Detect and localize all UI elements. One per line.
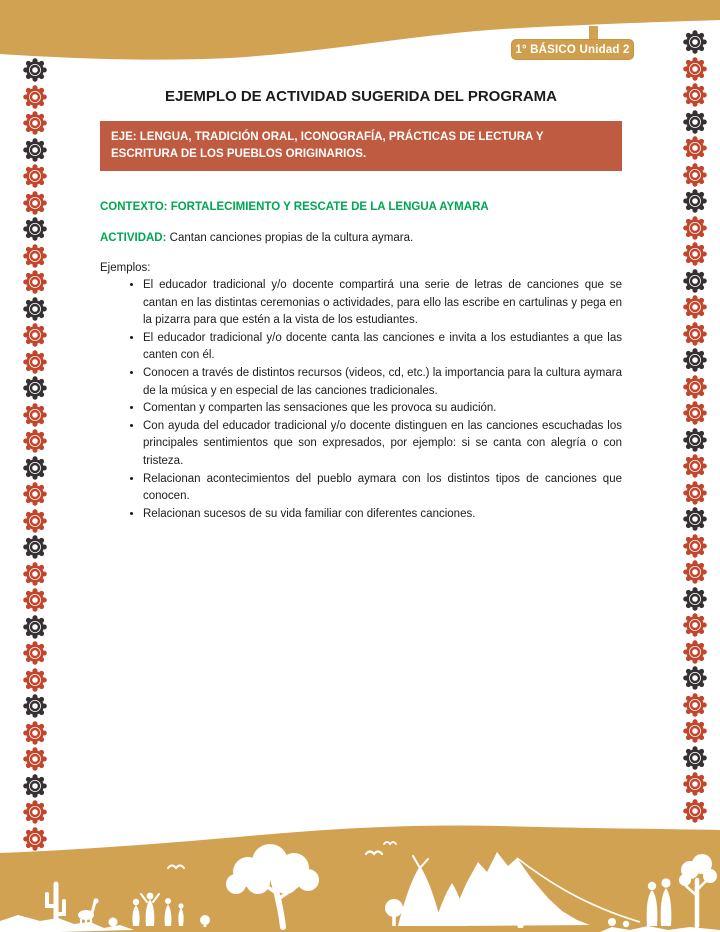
rosette-icon bbox=[22, 587, 48, 613]
rosette-icon bbox=[682, 718, 708, 744]
rosette-icon bbox=[682, 639, 708, 665]
rosette-icon bbox=[682, 798, 708, 824]
bush-icon bbox=[109, 918, 118, 927]
rosette-icon bbox=[682, 321, 708, 347]
rosette-icon bbox=[682, 692, 708, 718]
rosette-icon bbox=[682, 347, 708, 373]
rosette-icon bbox=[682, 294, 708, 320]
rosette-icon bbox=[22, 296, 48, 322]
rosette-icon bbox=[22, 693, 48, 719]
rosette-icon bbox=[22, 375, 48, 401]
eje-banner-text: EJE: LENGUA, TRADICIÓN ORAL, ICONOGRAFÍA, PRÁCTICAS DE LECTURA Y ESCRITURA DE LOS PUEBLOS ORIGINARIOS. bbox=[111, 131, 544, 160]
rosette-icon bbox=[22, 614, 48, 640]
rosette-icon bbox=[22, 190, 48, 216]
rosette-icon bbox=[682, 771, 708, 797]
rosette-icon bbox=[22, 402, 48, 428]
rosette-icon bbox=[22, 481, 48, 507]
rosette-icon bbox=[22, 163, 48, 189]
right-ornament-border bbox=[682, 29, 708, 824]
rosette-icon bbox=[22, 667, 48, 693]
rosette-icon bbox=[22, 640, 48, 666]
rosette-icon bbox=[682, 188, 708, 214]
rosette-icon bbox=[682, 480, 708, 506]
badge-connector bbox=[589, 26, 598, 40]
document-content bbox=[100, 88, 622, 523]
rosette-icon bbox=[22, 508, 48, 534]
unit-badge-label: 1° BÁSICO Unidad 2 bbox=[515, 43, 630, 56]
ejemplo-item: • Con ayuda del educador tradicional y/o docente distinguen en las canciones escuchadas los principales sentimientos que son expresados, por ejemplo: si se canta con alegría o con tristeza. bbox=[143, 418, 622, 471]
rosette-icon bbox=[682, 612, 708, 638]
left-ornament-border bbox=[22, 57, 48, 852]
rosette-icon bbox=[682, 745, 708, 771]
ejemplo-item: • Relacionan sucesos de su vida familiar con diferentes canciones. bbox=[143, 506, 622, 524]
rosette-icon bbox=[682, 109, 708, 135]
rosette-icon bbox=[22, 243, 48, 269]
footer-landscape-illustration bbox=[0, 822, 720, 932]
rosette-icon bbox=[22, 746, 48, 772]
rosette-icon bbox=[682, 82, 708, 108]
ejemplo-item: • El educador tradicional y/o docente canta las canciones e invita a los estudiantes a que las canten con él. bbox=[143, 330, 622, 365]
rosette-icon bbox=[682, 427, 708, 453]
rosette-icon bbox=[22, 57, 48, 83]
ejemplo-item: • El educador tradicional y/o docente compartirá una serie de letras de canciones que se cantan en las distintas ceremonias o actividades, para ello las escribe en cartulinas y pega en la pizarra para que estén a la vista de los estudiantes. bbox=[143, 277, 622, 330]
rosette-icon bbox=[22, 137, 48, 163]
contexto-heading: CONTEXTO: FORTALECIMIENTO Y RESCATE DE LA LENGUA AYMARA bbox=[100, 201, 489, 213]
page-title: EJEMPLO DE ACTIVIDAD SUGERIDA DEL PROGRAMA bbox=[165, 88, 557, 105]
rosette-icon bbox=[682, 268, 708, 294]
rosette-icon bbox=[22, 322, 48, 348]
ejemplo-item: • Relacionan acontecimientos del pueblo aymara con los distintos tipos de canciones que conocen. bbox=[143, 471, 622, 506]
rosette-icon bbox=[22, 216, 48, 242]
rosette-icon bbox=[682, 453, 708, 479]
rosette-icon bbox=[22, 428, 48, 454]
ejemplo-item: • Conocen a través de distintos recursos (videos, cd, etc.) la importancia para la cultura aymara de la música y en especial de las canciones tradicionales. bbox=[143, 365, 622, 400]
rosette-icon bbox=[682, 559, 708, 585]
rosette-icon bbox=[682, 135, 708, 161]
unit-badge bbox=[511, 39, 634, 60]
ejemplos-list bbox=[100, 277, 622, 523]
rosette-icon bbox=[682, 506, 708, 532]
rosette-icon bbox=[682, 586, 708, 612]
rosette-icon bbox=[22, 84, 48, 110]
rosette-icon bbox=[682, 665, 708, 691]
rosette-icon bbox=[22, 349, 48, 375]
rosette-icon bbox=[682, 533, 708, 559]
actividad-line bbox=[100, 232, 622, 244]
rosette-icon bbox=[22, 561, 48, 587]
rosette-icon bbox=[682, 162, 708, 188]
rosette-icon bbox=[22, 773, 48, 799]
actividad-text: Cantan canciones propias de la cultura aymara. bbox=[166, 232, 414, 244]
rosette-icon bbox=[22, 269, 48, 295]
rosette-icon bbox=[682, 400, 708, 426]
rosette-icon bbox=[22, 455, 48, 481]
rosette-icon bbox=[682, 374, 708, 400]
rosette-icon bbox=[22, 110, 48, 136]
rosette-icon bbox=[22, 534, 48, 560]
rosette-icon bbox=[22, 720, 48, 746]
rosette-icon bbox=[682, 215, 708, 241]
eje-banner bbox=[100, 121, 622, 171]
actividad-label: ACTIVIDAD: bbox=[100, 232, 167, 244]
ejemplo-item: • Comentan y comparten las sensaciones que les provoca su audición. bbox=[143, 400, 622, 418]
ejemplos-heading: Ejemplos: bbox=[100, 262, 151, 274]
rosette-icon bbox=[682, 56, 708, 82]
rosette-icon bbox=[682, 29, 708, 55]
rosette-icon bbox=[682, 241, 708, 267]
